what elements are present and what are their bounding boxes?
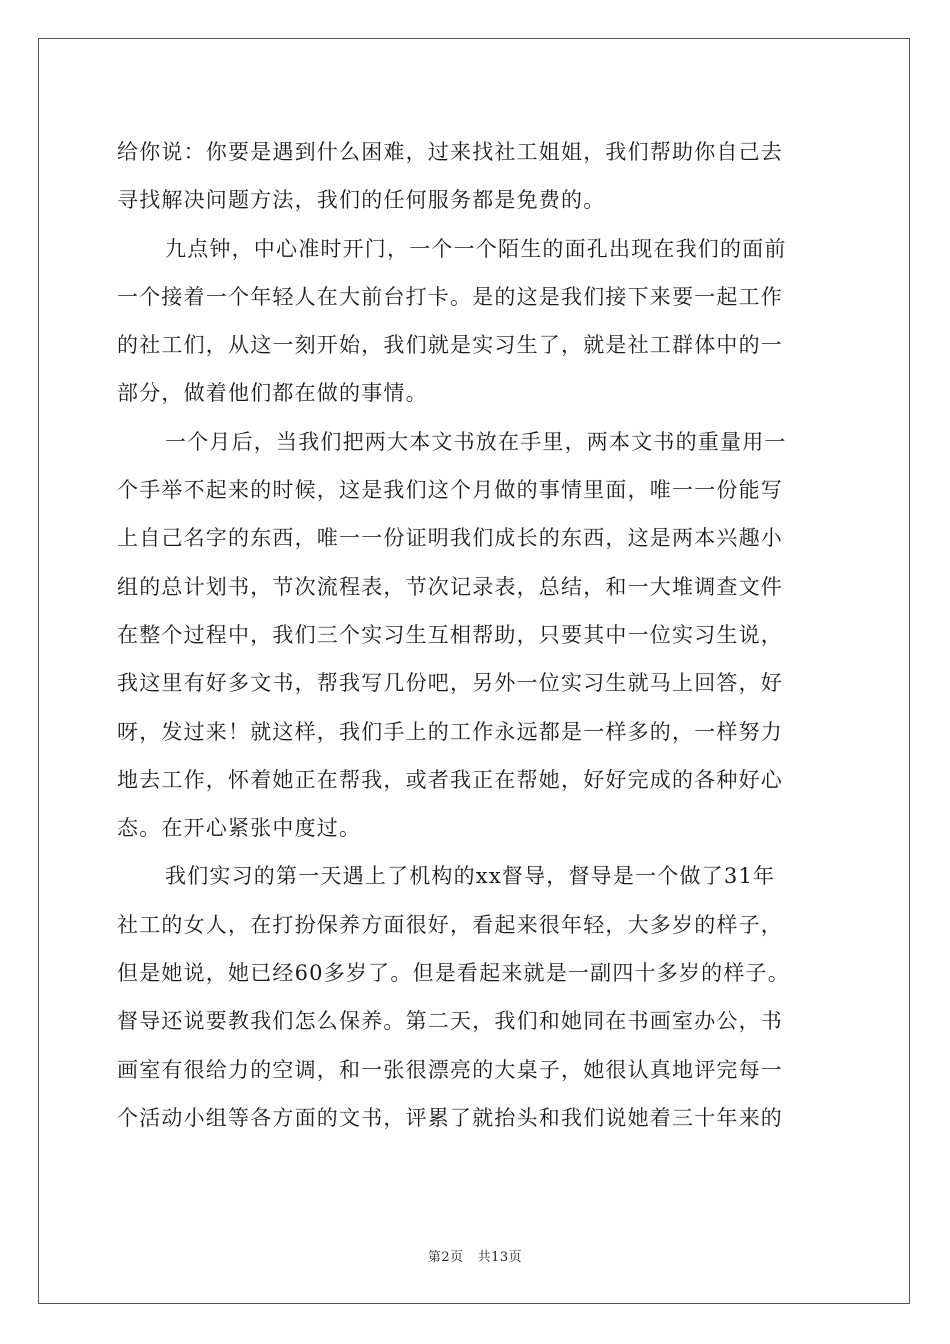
page-total: 共13页 [477,1250,523,1265]
text-line: 个手举不起来的时候，这是我们这个月做的事情里面，唯一一份能写 [117,478,783,503]
text-line: 部分，做着他们都在做的事情。 [117,381,428,406]
document-body [117,128,837,1142]
text-line: 上自己名字的东西，唯一一份证明我们成长的东西，这是两本兴趣小 [117,526,783,551]
text-line: 寻找解决问题方法，我们的任何服务都是免费的。 [117,188,606,213]
text-line: 地去工作，怀着她正在帮我，或者我正在帮她，好好完成的各种好心 [117,767,783,792]
page-number: 第2页 [427,1250,464,1265]
text-line: 在整个过程中，我们三个实习生互相帮助，只要其中一位实习生说， [117,622,783,647]
text-line: 的社工们，从这一刻开始，我们就是实习生了，就是社工群体中的一 [117,333,783,358]
text-line: 社工的女人，在打扮保养方面很好，看起来很年轻，大多岁的样子， [117,912,783,937]
text-line: 一个接着一个年轻人在大前台打卡。是的这是我们接下来要一起工作 [117,284,783,309]
text-line: 我这里有好多文书，帮我写几份吧，另外一位实习生就马上回答，好 [117,671,783,696]
text-line: 呀，发过来！就这样，我们手上的工作永远都是一样多的，一样努力 [117,719,783,744]
text-line: 给你说：你要是遇到什么困难，过来找社工姐姐，我们帮助你自己去 [117,140,783,164]
text-line: 我们实习的第一天遇上了机构的xx督导，督导是一个做了31年 [165,864,776,889]
text-line: 态。在开心紧张中度过。 [117,816,362,841]
text-line: 组的总计划书，节次流程表，节次记录表，总结，和一大堆调查文件 [117,574,783,599]
page-footer [0,1246,950,1265]
text-line: 画室有很给力的空调，和一张很漂亮的大桌子，她很认真地评完每一 [117,1057,783,1082]
text-line: 九点钟，中心准时开门，一个一个陌生的面孔出现在我们的面前 [165,236,787,261]
text-line: 督导还说要教我们怎么保养。第二天，我们和她同在书画室办公，书 [117,1009,783,1034]
text-line: 但是她说，她已经60多岁了。但是看起来就是一副四十多岁的样子。 [117,961,790,986]
text-line: 一个月后，当我们把两大本文书放在手里，两本文书的重量用一 [165,429,787,454]
text-line: 个活动小组等各方面的文书，评累了就抬头和我们说她着三十年来的 [117,1105,783,1130]
